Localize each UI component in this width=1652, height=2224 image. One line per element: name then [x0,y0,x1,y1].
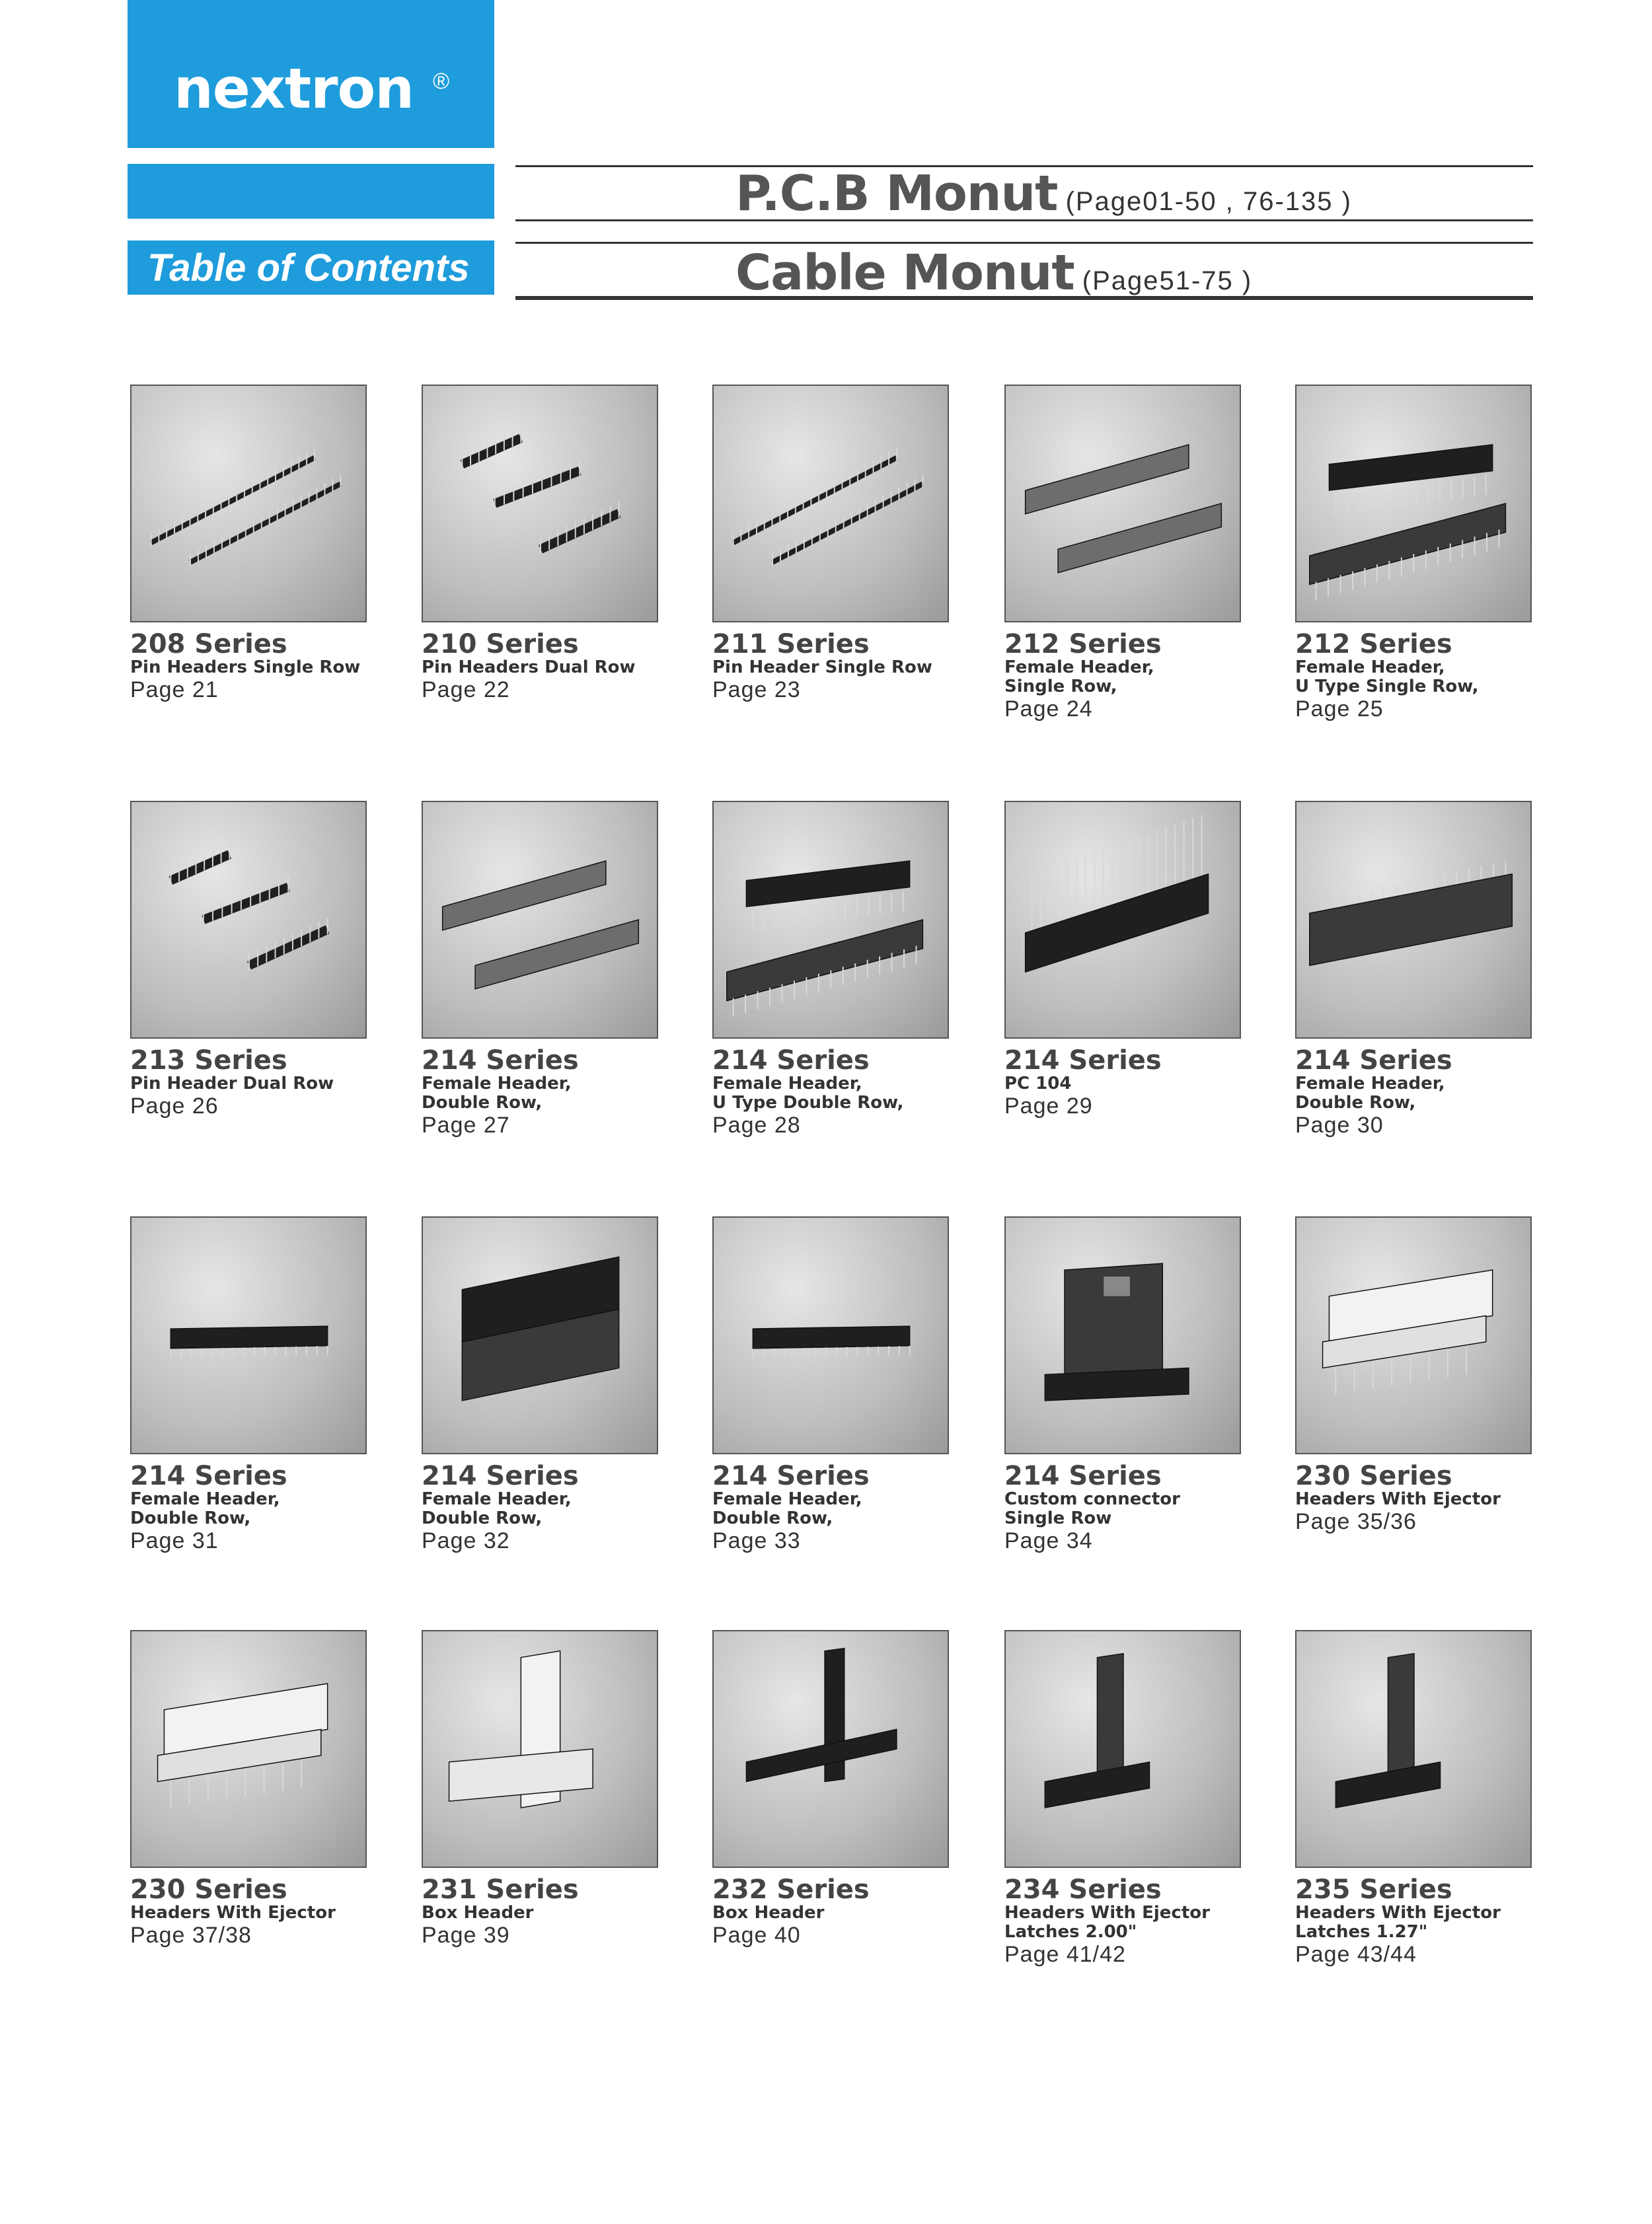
series-name: 214 Series [1295,1045,1452,1076]
pc104-header-icon [1006,802,1240,1037]
product-photo [130,1630,367,1868]
page-reference[interactable]: Page 43/44 [1295,1942,1417,1967]
page-reference[interactable]: Page 26 [130,1093,219,1119]
product-caption [422,630,712,702]
toc-title: Table of Contents [128,241,494,295]
series-name: 211 Series [712,629,870,659]
page-reference[interactable]: Page 31 [130,1528,219,1553]
product-caption [422,1876,712,1948]
product-photo [712,801,949,1039]
product-caption [1295,630,1586,722]
page-reference[interactable]: Page 21 [130,677,219,702]
series-description: Box Header [712,1903,825,1923]
female-header-u-type-icon [1296,386,1530,621]
product-caption [1004,630,1295,722]
page-reference[interactable]: Page 29 [1004,1093,1093,1119]
series-name: 214 Series [130,1461,287,1491]
product-photo [1295,801,1532,1039]
page-reference[interactable]: Page 23 [712,677,801,702]
latch-header-icon [1006,1631,1240,1867]
product-caption [130,1047,421,1119]
product-photo [1295,1216,1532,1454]
series-description: Single Row [1004,1508,1112,1528]
ejector-header-icon [1296,1218,1530,1453]
page-reference[interactable]: Page 35/36 [1295,1509,1417,1534]
series-description: Pin Header Dual Row [130,1074,334,1093]
product-caption [130,1876,421,1948]
product-photo [712,385,949,622]
series-description: Female Header, [712,1489,862,1509]
product-caption [712,1876,1003,1948]
series-description: Single Row, [1004,677,1117,696]
section-pages: (Page01-50 , 76-135 ) [1065,187,1352,216]
section-pcb-mount [735,165,1352,222]
page-reference[interactable]: Page 22 [422,677,510,702]
product-caption [712,1047,1003,1138]
series-description: PC 104 [1004,1074,1072,1093]
product-caption [712,630,1003,702]
series-description: Female Header, [1004,657,1154,677]
latch-header-icon [1296,1631,1530,1867]
page-reference[interactable]: Page 41/42 [1004,1942,1126,1967]
series-name: 214 Series [1004,1045,1162,1076]
series-name: 232 Series [712,1874,870,1905]
series-description: Pin Headers Single Row [130,657,361,677]
series-name: 214 Series [712,1045,870,1076]
product-photo [1295,1630,1532,1868]
brand-logo: nextron [174,56,414,121]
section-pages: (Page51-75 ) [1082,266,1253,295]
series-description: Double Row, [422,1093,543,1113]
page-reference[interactable]: Page 24 [1004,696,1093,722]
product-caption [712,1462,1003,1553]
series-name: 213 Series [130,1045,287,1076]
smd-female-header-icon [714,1218,948,1453]
female-header-icon [423,802,657,1037]
series-description: Double Row, [130,1508,251,1528]
female-header-u-type-icon [714,802,948,1037]
series-description: Headers With Ejector [1004,1903,1210,1923]
product-caption [1295,1047,1586,1138]
series-description: Latches 2.00" [1004,1922,1137,1942]
custom-connector-icon [1006,1218,1240,1453]
series-description: Female Header, [422,1489,572,1509]
series-name: 235 Series [1295,1874,1452,1905]
page-reference[interactable]: Page 40 [712,1923,801,1948]
series-name: 214 Series [712,1461,870,1491]
series-description: Double Row, [712,1508,833,1528]
product-photo [422,1630,658,1868]
page-reference[interactable]: Page 28 [712,1113,801,1138]
section-title: P.C.B Monut [735,165,1058,222]
series-description: U Type Single Row, [1295,677,1479,696]
series-name: 210 Series [422,629,579,659]
series-description: Headers With Ejector [1295,1903,1501,1923]
product-photo [422,801,658,1039]
series-description: Custom connector [1004,1489,1180,1509]
product-caption [1004,1047,1295,1119]
series-description: Box Header [422,1903,534,1923]
product-photo [1295,385,1532,622]
series-description: Double Row, [1295,1093,1416,1113]
series-description: Female Header, [1295,657,1445,677]
smd-female-header-icon [131,1218,365,1453]
product-photo [712,1630,949,1868]
series-name: 234 Series [1004,1874,1162,1905]
series-name: 214 Series [1004,1461,1162,1491]
product-photo [130,385,367,622]
product-photo [422,385,658,622]
series-description: Double Row, [422,1508,543,1528]
page-reference[interactable]: Page 27 [422,1113,510,1138]
series-description: Pin Header Single Row [712,657,932,677]
ejector-header-icon [131,1631,365,1867]
product-caption [130,630,421,702]
series-name: 230 Series [1295,1461,1452,1491]
series-description: Latches 1.27" [1295,1922,1428,1942]
section-title: Cable Monut [735,244,1074,301]
product-caption [422,1462,712,1553]
product-photo [1004,1216,1241,1454]
series-description: Pin Headers Dual Row [422,657,636,677]
series-description: Female Header, [712,1074,862,1093]
series-name: 212 Series [1004,629,1162,659]
product-caption [1295,1876,1586,1967]
page-reference[interactable]: Page 25 [1295,696,1384,722]
series-description: Female Header, [1295,1074,1445,1093]
product-photo [1004,385,1241,622]
series-name: 231 Series [422,1874,579,1905]
series-description: Female Header, [422,1074,572,1093]
header-accent-bar [128,164,494,219]
page-reference[interactable]: Page 34 [1004,1528,1093,1553]
female-header-icon [1006,386,1240,621]
product-photo [130,1216,367,1454]
product-photo [712,1216,949,1454]
page-reference[interactable]: Page 32 [422,1528,510,1553]
section-cable-mount [735,244,1252,301]
series-description: Female Header, [130,1489,280,1509]
product-photo [422,1216,658,1454]
product-caption [1295,1462,1586,1534]
series-description: U Type Double Row, [712,1093,904,1113]
box-header-icon [714,1631,948,1867]
series-description: Headers With Ejector [130,1903,336,1923]
product-caption [1004,1462,1295,1553]
series-name: 214 Series [422,1045,579,1076]
page-reference[interactable]: Page 39 [422,1923,510,1948]
product-caption [422,1047,712,1138]
single-row-pin-header-icon [131,386,365,621]
single-row-pin-header-icon [714,386,948,621]
box-header-icon [423,1631,657,1867]
page-reference[interactable]: Page 33 [712,1528,801,1553]
product-photo [1004,1630,1241,1868]
dual-row-pin-header-icon [423,386,657,621]
page-reference[interactable]: Page 37/38 [130,1923,252,1948]
series-name: 214 Series [422,1461,579,1491]
product-caption [1004,1876,1295,1967]
divider [515,242,1533,244]
registered-mark: ® [433,69,450,94]
series-name: 230 Series [130,1874,287,1905]
product-photo [1004,801,1241,1039]
tall-female-header-icon [423,1218,657,1453]
dual-row-pin-header-icon [131,802,365,1037]
female-header-double-icon [1296,802,1530,1037]
series-name: 212 Series [1295,629,1452,659]
brand-logo-box [128,0,494,148]
series-name: 208 Series [130,629,287,659]
page-reference[interactable]: Page 30 [1295,1113,1384,1138]
series-description: Headers With Ejector [1295,1489,1501,1509]
product-photo [130,801,367,1039]
product-caption [130,1462,421,1553]
